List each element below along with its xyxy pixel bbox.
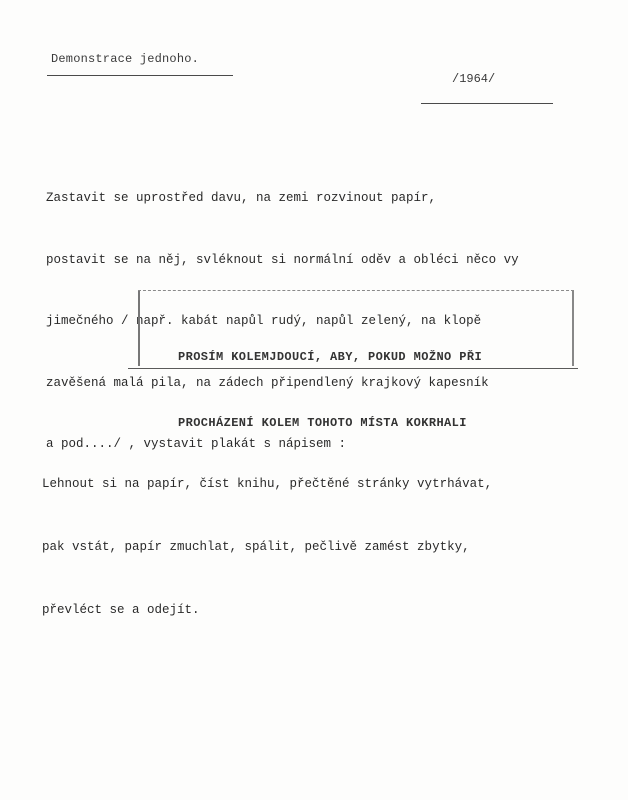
paragraph-line: jimečného / např. kabát napůl rudý, napůl zelený, na klopě [46,314,482,328]
paragraph-line: převléct se a odejít. [42,603,200,617]
paragraph-line: pak vstát, papír zmuchlat, spálit, pečlivě zamést zbytky, [42,540,470,554]
instructions-paragraph-2 [42,432,492,663]
poster-top-edge [138,290,574,291]
paragraph-line: zavěšená malá pila, na zádech připendlený krajkový kapesník [46,375,489,390]
title-underline [47,75,233,76]
poster-line: PROSÍM KOLEMJDOUCÍ, ABY, POKUD MOŽNO PŘI [178,350,483,364]
paragraph-line: a pod..../ , vystavit plakát s nápisem : [46,437,347,451]
document-year: /1964/ [452,72,496,86]
year-underline [421,103,553,104]
paragraph-line: postavit se na něj, svléknout si normální oděv a obléci něco vy [46,252,519,267]
paragraph-line: Zastavit se uprostřed davu, na zemi rozvinout papír, [46,191,437,205]
document-title: Demonstrace jednoho. [51,52,200,66]
poster-line: PROCHÁZENÍ KOLEM TOHOTO MÍSTA KOKRHALI [178,416,467,430]
paragraph-line: Lehnout si na papír, číst knihu, přečtěné stránky vytrhávat, [42,477,493,491]
